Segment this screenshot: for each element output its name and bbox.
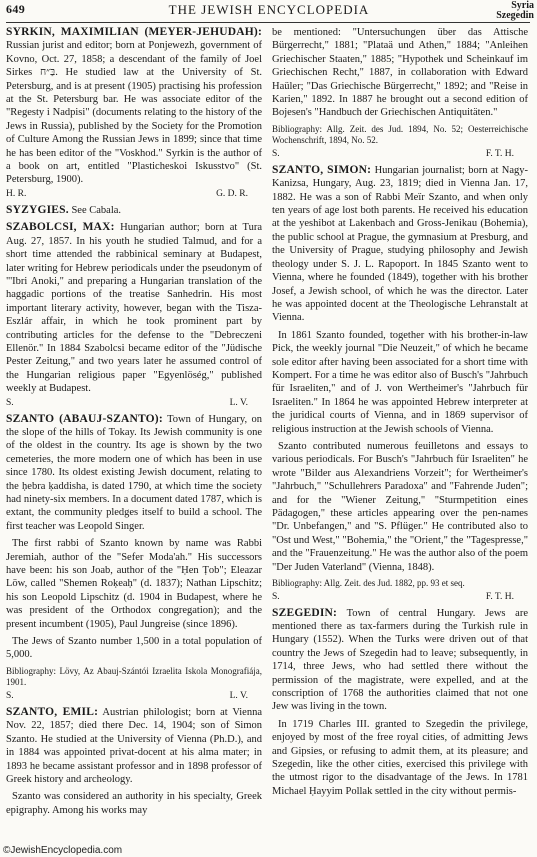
journal-title: THE JEWISH ENCYCLOPEDIA bbox=[168, 2, 370, 17]
headword: SYRKIN, MAXIMILIAN (MEYER-JEHUDAH): bbox=[6, 26, 262, 38]
entry-syzygies bbox=[6, 204, 262, 217]
running-head bbox=[496, 1, 534, 21]
signature-line bbox=[6, 188, 262, 200]
signature-line bbox=[272, 591, 528, 603]
entry-text: Russian jurist and editor; born at Ponjewezh, government of Kovno, Oct. 27, 1858; a descendant of the family of Joel Sirkes בַּ״ח. He studied law at the University of St. Petersburg, and is at present (1905) practising his profession at the St. Petersburg bar. He was associate editor of the "Regesty i Nadpisi" (documents relating to the history of the Jews in Russia), published by the Society for the Promotion of Culture Among the Russian Jews in 1899; since that time he has been editor of the "Voskhod." Syrkin is the author of a book on art, entitled "Plasticheskoi Iskusstvo" (St. Petersburg, 1900). bbox=[6, 40, 262, 186]
headword: SZANTO (ABAUJ-SZANTO): bbox=[6, 412, 163, 425]
entry-text: See Cabala. bbox=[71, 204, 122, 216]
headword: SZANTO, EMIL: bbox=[6, 705, 99, 718]
entry-paragraph: Szanto was considered an authority in his specialty, Greek epigraphy. Among his works may bbox=[6, 791, 262, 816]
entry-syrkin bbox=[6, 26, 262, 187]
running-head-last: Szegedin bbox=[496, 10, 534, 21]
signature-line bbox=[6, 690, 262, 702]
bibliography: Bibliography: Lövy, Az Abauj-Szántói Izraelita Iskola Monografiája, 1901. bbox=[6, 665, 262, 688]
entry-szanto-simon bbox=[272, 164, 528, 325]
entry-text: Town of Hungary, on the slope of the hills of Tokay. Its Jewish community is one of the oldest in the country. Its age is shown by the two cemeteries, the more modern one of which has been in use since 1780. Its oldest existing Jewish document, relating to the ḥebra ḳaddisha, is dated 1790, at which time the society had ninety-six members. In a document dated 1787, which is extant, the community pledges itself to build a school. The first teacher was Leopold Singer. bbox=[6, 413, 262, 532]
entry-continuation: be mentioned: "Untersuchungen über das Attische Bürgerrecht," 1881; "Plataä und Athen," 1884; "Anleihen Griechischer Staaten," 1885; "Hypothek und Scheinkauf im Griechischen Recht," 1887, in collaboration with Edward Haüler; "Das Griechische Bürgerrecht," 1892; and "Reise in Karien," 1892. In 1887 he brought out a second edition of Bojesen's "Handbuch der Griechischen Antiquitäten." bbox=[272, 27, 528, 119]
entry-paragraph: The Jews of Szanto number 1,500 in a total population of 5,000. bbox=[6, 636, 262, 661]
entry-szanto-town bbox=[6, 413, 262, 534]
signature-line bbox=[272, 148, 528, 160]
signature-right: L. V. bbox=[229, 397, 248, 408]
entry-text: Hungarian author; born at Tura Aug. 27, 1857. In his youth he studied Talmud, and for a short time attended the rabbinical seminary at Budapest, later writing for Hebrew periodicals under the pseudonym of "'Ibri Anoki," and preparing a Hungarian translation of the haggadic portions of the treatise Sanhedrin. His most important literary activity, however, began with the Tisza-Eszlár affair, in which he took prominent part by contributing articles for the defense to the "Debreczeni Ellenör." In 1884 Szabolcsi became editor of the "Jüdische Pester Zeitung," and two years later he assumed control of the Hungarian religious paper "Egyenlöség," published weekly at Budapest. bbox=[6, 222, 262, 395]
entry-text: Austrian philologist; born at Vienna Nov. 22, 1857; died there Dec. 14, 1904; son of Simon Szanto. He studied at the University of Vienna (Ph.D.), and in 1884 was appointed privat-docent at his alma mater; in 1893 he became assistant professor and in 1898 professor of Greek history and archeology. bbox=[6, 706, 263, 785]
signature-right: F. T. H. bbox=[485, 148, 514, 159]
signature-left: S. bbox=[6, 690, 14, 701]
headword: SYZYGIES. bbox=[6, 203, 69, 216]
signature-left: S. bbox=[272, 148, 280, 159]
signature-right: F. T. H. bbox=[485, 591, 514, 602]
site-watermark: ©JewishEncyclopedia.com bbox=[3, 845, 123, 856]
running-head-first: Syria bbox=[511, 0, 534, 11]
right-column bbox=[272, 26, 528, 798]
bibliography: Bibliography: Allg. Zeit. des Jud. 1894, No. 52; Oesterreichische Wochenschrift, 1894, No. 52. bbox=[272, 123, 528, 146]
signature-left: S. bbox=[6, 397, 14, 408]
entry-szabolcsi bbox=[6, 221, 262, 395]
entry-text: Hungarian journalist; born at Nagy-Kanizsa, Hungary, Aug. 23, 1819; died in Vienna Jan. 17, 1882. He was a son of Rabbi Meïr Szanto, and when only ten years of age lost both parents. He received his education at the yeshibot at Lakenbach and Gross-Jenikau (Bohemia), the public school at Prague, the gymnasium at Presburg, and the University of Prague, studying philosophy and Jewish theology under S. J. L. Rapoport. In 1845 Szanto went to Vienna, where he founded (1849), together with his brother Josef, a Jewish school, of which he was the director. Later he was appointed docent at the Theologische Lehranstalt at Vienna. bbox=[272, 164, 528, 324]
signature-left: H. R. bbox=[6, 188, 27, 199]
page-header bbox=[4, 0, 534, 21]
entry-paragraph: Szanto contributed numerous feuilletons and essays to various periodicals. For Busch's "Jahrbuch für Israeliten" he wrote "Bilder aus Alexandriens Vorzeit"; for Wertheimer's "Jahrbuch," "Schullehrers Paradoxa" and "Fahrende Juden"; and for the "Wiener Zeitung," "Sturmpetition eines Pädagogen," these articles appearing over the pen-names "Dr. Unbefangen," and "S. Pflüger." He contributed also to "Ost und West," "Bohemia," the "Orient," the "Tagespresse," and the "Frauenzeitung." He was the author also of the poem "Der Juden Vaterland" (Vienna, 1848). bbox=[272, 440, 528, 573]
signature-right: L. V. bbox=[229, 690, 248, 701]
page-number: 649 bbox=[6, 2, 26, 16]
left-column bbox=[6, 26, 262, 817]
entry-text: Town of central Hungary. Jews are mentioned there as tax-farmers during the Turkish rule in Hungary (1552). When the Turks were driven out of that country the Jews of Szegedin had to leave; subsequently, in 1714, three Jews, who had settled there without the permission of the magistrate, were expelled, and at the conscription of 1768 the authorities claimed that not one Jew was living in the town. bbox=[272, 607, 528, 713]
signature-line bbox=[6, 397, 262, 409]
headword: SZANTO, SIMON: bbox=[272, 163, 372, 176]
signature-left: S. bbox=[272, 591, 280, 602]
entry-paragraph: The first rabbi of Szanto known by name was Rabbi Jeremiah, author of the "Sefer Moda'ah." His successors have been: his son Joab, author of the "Ḥen Ṭob"; Eleazar Löw, called "Shemen Roḳeaḥ" (d. 1837); Nathan Lipschitz; his son Leopold Lipschitz (d. 1904 in Budapest, where he was president of the Orthodox congregation); and the present incumbent (1905), Paul Jungreise (since 1896). bbox=[6, 538, 262, 630]
headword: SZABOLCSI, MAX: bbox=[6, 221, 115, 234]
entry-szegedin bbox=[272, 607, 528, 714]
signature-right: G. D. R. bbox=[216, 188, 248, 199]
entry-szanto-emil bbox=[6, 706, 262, 786]
entry-paragraph: In 1719 Charles III. granted to Szegedin the privilege, enjoyed by most of the free royal cities, of admitting Jews and Gipsies, or refusing to admit them, at its pleasure; and Szegedin, like the other cities, exercised this privilege with the utmost rigor to the disadvantage of the Jews. In 1781 Michael Ḥayyim Pollak settled in the city without permis- bbox=[272, 718, 528, 797]
entry-paragraph: In 1861 Szanto founded, together with his brother-in-law Pick, the weekly journal "Die Neuzeit," of which he became sole editor after having been associated for a short time with Kompert. For a time he was editor also of Busch's "Jahrbuch für Israeliten," and of J. von Wertheimer's "Jahrbuch für Israeliten." In 1864 he was appointed Hebrew interpreter at the juridical courts of Vienna, and in 1869 supervisor of religious instruction at the Jewish schools of Vienna. bbox=[272, 329, 528, 435]
bibliography: Bibliography: Allg. Zeit. des Jud. 1882, pp. 93 et seq. bbox=[272, 578, 465, 589]
header-rule bbox=[6, 22, 530, 23]
headword: SZEGEDIN: bbox=[272, 606, 338, 619]
